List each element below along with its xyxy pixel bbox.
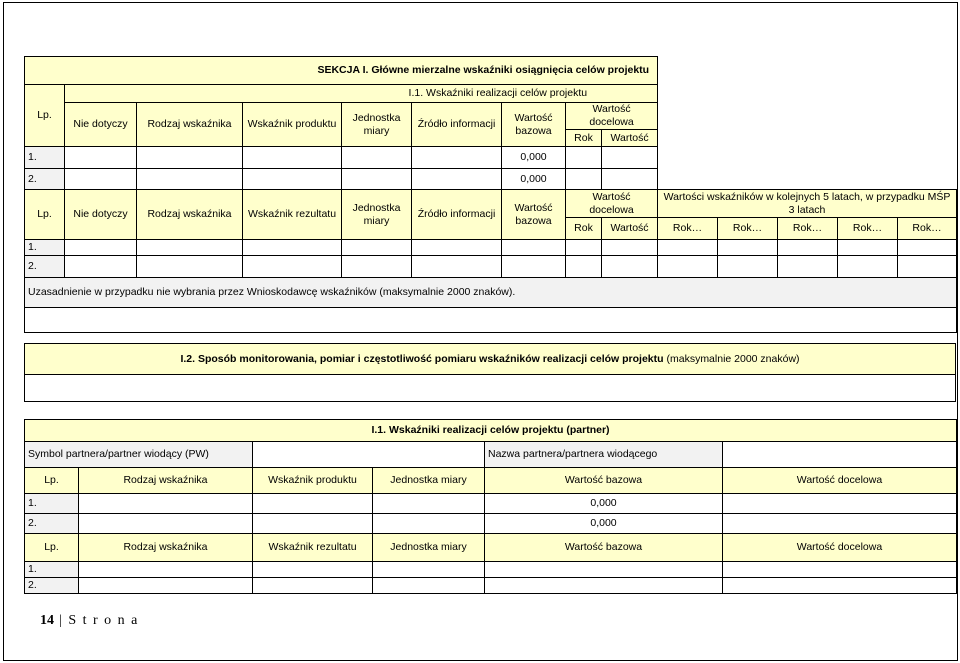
cell-bazowa[interactable]: 0,000 xyxy=(502,169,566,191)
header-wartosc-docelowa: Wartość docelowa xyxy=(566,190,658,218)
cell[interactable] xyxy=(778,256,838,278)
header-wartosc-docelowa: Wartość docelowa xyxy=(723,468,957,494)
header-jednostka-miary: Jednostka miary xyxy=(373,534,485,562)
cell[interactable] xyxy=(658,256,718,278)
cell[interactable] xyxy=(602,240,658,256)
cell-jednostka[interactable] xyxy=(342,147,412,169)
monitoring-title-bold: I.2. Sposób monitorowania, pomiar i częstotliwość pomiaru wskaźników realizacji celów projektu xyxy=(180,352,664,365)
cell-docelowa[interactable] xyxy=(723,562,957,578)
header-kolejne-lata: Wartości wskaźników w kolejnych 5 latach, w przypadku MŚP 3 latach xyxy=(658,190,957,218)
table-result-indicators xyxy=(24,189,957,333)
cell[interactable] xyxy=(658,240,718,256)
uzasadnienie-field[interactable] xyxy=(25,308,957,333)
table-monitoring xyxy=(24,343,956,402)
row-lp: 1. xyxy=(25,240,65,256)
cell-bazowa[interactable]: 0,000 xyxy=(485,494,723,514)
row-lp: 1. xyxy=(25,147,65,169)
monitoring-title-normal: (maksymalnie 2000 znaków) xyxy=(663,352,800,365)
header-rok: Rok xyxy=(566,218,602,240)
cell-produkt[interactable] xyxy=(253,494,373,514)
cell[interactable] xyxy=(718,240,778,256)
header-jednostka-miary: Jednostka miary xyxy=(342,190,412,240)
table-row xyxy=(25,578,957,594)
cell-docelowa[interactable] xyxy=(723,494,957,514)
cell-jednostka[interactable] xyxy=(342,169,412,191)
cell[interactable] xyxy=(65,256,137,278)
header-nie-dotyczy: Nie dotyczy xyxy=(65,103,137,147)
cell-rezultat[interactable] xyxy=(253,578,373,594)
nazwa-partnera-label: Nazwa partnera/partnera wiodącego xyxy=(485,442,723,468)
header-wartosc-bazowa: Wartość bazowa xyxy=(502,103,566,147)
header-wartosc-bazowa: Wartość bazowa xyxy=(485,468,723,494)
header-jednostka-miary: Jednostka miary xyxy=(342,103,412,147)
header-wskaznik-rezultatu: Wskaźnik rezultatu xyxy=(253,534,373,562)
uzasadnienie-label: Uzasadnienie w przypadku nie wybrania przez Wnioskodawcę wskaźników (maksymalnie 2000 znaków). xyxy=(25,278,957,308)
cell-bazowa[interactable] xyxy=(485,562,723,578)
cell-rok[interactable] xyxy=(566,147,602,169)
cell[interactable] xyxy=(838,240,898,256)
table-product-indicators xyxy=(24,56,658,191)
table-row xyxy=(25,169,658,191)
header-wskaznik-rezultatu: Wskaźnik rezultatu xyxy=(243,190,342,240)
partner-title: I.1. Wskaźniki realizacji celów projektu (partner) xyxy=(25,420,957,442)
row-lp: 2. xyxy=(25,578,79,594)
header-wartosc: Wartość xyxy=(602,218,658,240)
header-rok: Rok xyxy=(566,130,602,147)
cell-produkt[interactable] xyxy=(243,147,342,169)
cell[interactable] xyxy=(342,256,412,278)
cell-rodzaj[interactable] xyxy=(79,514,253,534)
header-wartosc-docelowa: Wartość docelowa xyxy=(723,534,957,562)
cell[interactable] xyxy=(502,240,566,256)
cell-rodzaj[interactable] xyxy=(137,147,243,169)
cell-rodzaj[interactable] xyxy=(137,169,243,191)
cell[interactable] xyxy=(137,256,243,278)
header-rodzaj-wskaznika: Rodzaj wskaźnika xyxy=(137,103,243,147)
header-lp: Lp. xyxy=(25,190,65,240)
table-row xyxy=(25,494,957,514)
cell-zrodlo[interactable] xyxy=(412,169,502,191)
cell[interactable] xyxy=(502,256,566,278)
cell[interactable] xyxy=(342,240,412,256)
cell-bazowa[interactable]: 0,000 xyxy=(502,147,566,169)
table-partner-indicators xyxy=(24,419,957,594)
cell[interactable] xyxy=(243,240,342,256)
header-rok-1: Rok… xyxy=(658,218,718,240)
header-lp: Lp. xyxy=(25,534,79,562)
header-rodzaj-wskaznika: Rodzaj wskaźnika xyxy=(79,468,253,494)
row-lp: 2. xyxy=(25,169,65,191)
header-wartosc: Wartość xyxy=(602,130,658,147)
subsection-title: I.1. Wskaźniki realizacji celów projektu xyxy=(65,85,658,103)
cell[interactable] xyxy=(718,256,778,278)
table-row xyxy=(25,147,658,169)
header-lp: Lp. xyxy=(25,85,65,147)
cell-rezultat[interactable] xyxy=(253,562,373,578)
header-rok-5: Rok… xyxy=(898,218,957,240)
table-row xyxy=(25,240,957,256)
page-number-footer xyxy=(40,613,139,629)
header-wskaznik-produktu: Wskaźnik produktu xyxy=(253,468,373,494)
cell-jednostka[interactable] xyxy=(373,578,485,594)
row-lp: 1. xyxy=(25,494,79,514)
header-rok-4: Rok… xyxy=(838,218,898,240)
cell[interactable] xyxy=(412,256,502,278)
cell-jednostka[interactable] xyxy=(373,494,485,514)
cell-rodzaj[interactable] xyxy=(79,562,253,578)
cell-produkt[interactable] xyxy=(253,514,373,534)
cell-wartosc[interactable] xyxy=(602,147,658,169)
header-wartosc-docelowa: Wartość docelowa xyxy=(566,103,658,130)
cell[interactable] xyxy=(65,240,137,256)
row-lp: 2. xyxy=(25,514,79,534)
cell-bazowa[interactable] xyxy=(485,578,723,594)
header-rodzaj-wskaznika: Rodzaj wskaźnika xyxy=(79,534,253,562)
cell[interactable] xyxy=(137,240,243,256)
header-jednostka-miary: Jednostka miary xyxy=(373,468,485,494)
cell[interactable] xyxy=(602,256,658,278)
row-lp: 2. xyxy=(25,256,65,278)
section-title: SEKCJA I. Główne mierzalne wskaźniki osiągnięcia celów projektu xyxy=(25,57,658,85)
cell[interactable] xyxy=(778,240,838,256)
cell[interactable] xyxy=(566,240,602,256)
cell-nie-dotyczy[interactable] xyxy=(65,169,137,191)
cell-docelowa[interactable] xyxy=(723,578,957,594)
cell-bazowa[interactable]: 0,000 xyxy=(485,514,723,534)
header-rok-3: Rok… xyxy=(778,218,838,240)
symbol-partnera-field[interactable] xyxy=(253,442,485,468)
cell[interactable] xyxy=(243,256,342,278)
cell-zrodlo[interactable] xyxy=(412,147,502,169)
cell-docelowa[interactable] xyxy=(723,514,957,534)
cell[interactable] xyxy=(566,256,602,278)
cell[interactable] xyxy=(898,240,957,256)
header-rodzaj-wskaznika: Rodzaj wskaźnika xyxy=(137,190,243,240)
cell-rodzaj[interactable] xyxy=(79,578,253,594)
header-wartosc-bazowa: Wartość bazowa xyxy=(485,534,723,562)
page-number: 14 xyxy=(40,613,54,628)
header-zrodlo-informacji: Źródło informacji xyxy=(412,190,502,240)
cell-jednostka[interactable] xyxy=(373,562,485,578)
monitoring-field[interactable] xyxy=(25,375,956,402)
header-nie-dotyczy: Nie dotyczy xyxy=(65,190,137,240)
header-zrodlo-informacji: Źródło informacji xyxy=(412,103,502,147)
table-row xyxy=(25,514,957,534)
cell-produkt[interactable] xyxy=(243,169,342,191)
nazwa-partnera-field[interactable] xyxy=(723,442,957,468)
table-row xyxy=(25,562,957,578)
header-lp: Lp. xyxy=(25,468,79,494)
row-lp: 1. xyxy=(25,562,79,578)
cell[interactable] xyxy=(898,256,957,278)
cell[interactable] xyxy=(838,256,898,278)
table-row xyxy=(25,256,957,278)
cell-nie-dotyczy[interactable] xyxy=(65,147,137,169)
header-rok-2: Rok… xyxy=(718,218,778,240)
symbol-partnera-label: Symbol partnera/partner wiodący (PW) xyxy=(25,442,253,468)
cell-jednostka[interactable] xyxy=(373,514,485,534)
page-word: S t r o n a xyxy=(68,613,139,628)
cell[interactable] xyxy=(412,240,502,256)
cell-wartosc[interactable] xyxy=(602,169,658,191)
page-separator: | xyxy=(54,613,69,628)
header-wartosc-bazowa: Wartość bazowa xyxy=(502,190,566,240)
header-wskaznik-produktu: Wskaźnik produktu xyxy=(243,103,342,147)
cell-rodzaj[interactable] xyxy=(79,494,253,514)
cell-rok[interactable] xyxy=(566,169,602,191)
monitoring-title xyxy=(25,344,956,375)
